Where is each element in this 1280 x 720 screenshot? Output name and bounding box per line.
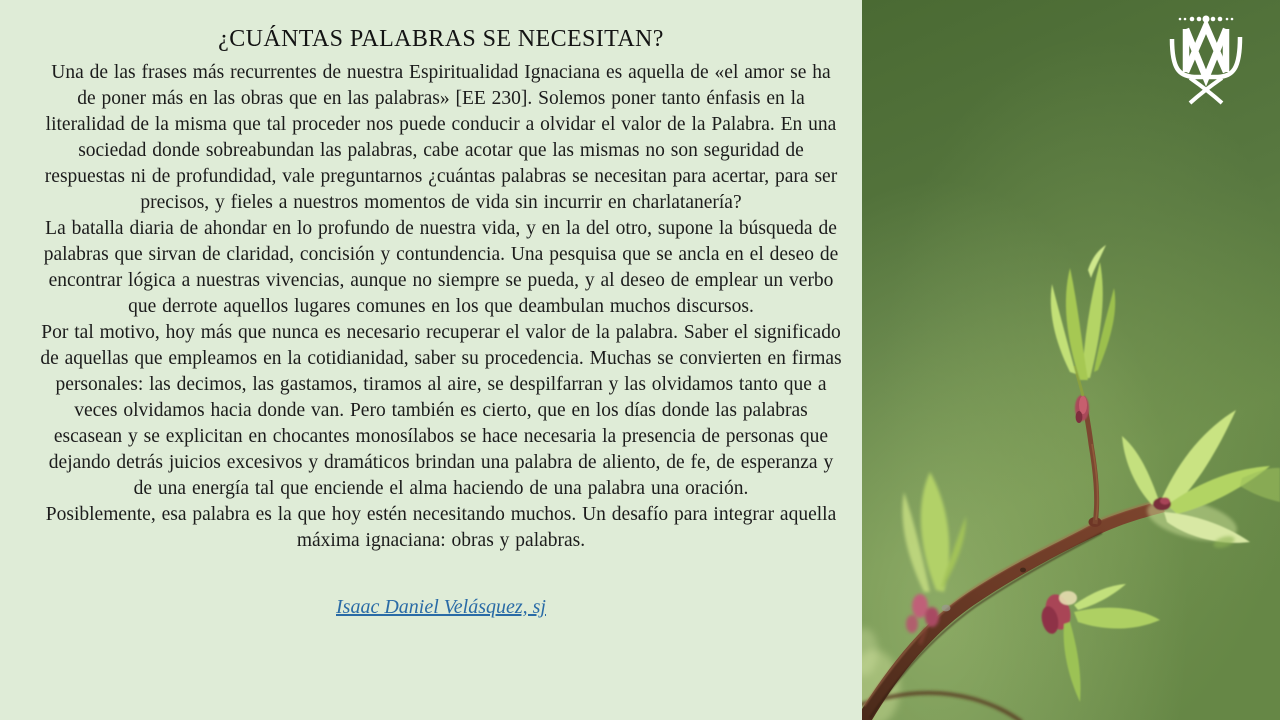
paragraph-4: Posiblemente, esa palabra es la que hoy estén necesitando muchos. Un desafío para integrar aquella máxima ignaciana: obras y palabras.: [45, 504, 837, 551]
marian-monogram-logo: [1154, 12, 1258, 118]
author-signature-link[interactable]: Isaac Daniel Velásquez, sj: [336, 596, 546, 618]
page-title: ¿CUÁNTAS PALABRAS SE NECESITAN?: [218, 26, 664, 52]
paragraph-3: Por tal motivo, hoy más que nunca es necesario recuperar el valor de la palabra. Saber el significado de aquellas que empleamos en la cotidianidad, saber su procedencia. Muchas se convierten en firmas personales: las decimos, las gastamos, tiramos al aire, se despilfarran y las olvidamos tanto que a veces olvidamos hacia donde van. Pero también es cierto, que en los días donde las palabras escasean y se explicitan en chocantes monosílabos se hace necesaria la presencia de personas que dejando detrás juicios excesivos y dramáticos brindan una palabra de aliento, de fe, de esperanza y de una energía tal que enciende el alma haciendo de una palabra una oración.: [40, 322, 842, 499]
signature-row: [40, 596, 842, 619]
paragraph-1: Una de las frases más recurrentes de nuestra Espiritualidad Ignaciana es aquella de «el amor se ha de poner más en las obras que en las palabras» [EE 230]. Solemos poner tanto énfasis en la literalidad de la misma que tal proceder nos puede conducir a olvidar el valor de la Palabra. En una sociedad donde sobreabundan las palabras, cabe acotar que las mismas no son seguridad de respuestas ni de profundidad, vale preguntarnos ¿cuántas palabras se necesitan para acertar, para ser precisos, y fieles a nuestros momentos de vida sin incurrir en charlatanería?: [44, 62, 838, 213]
body-text: [40, 60, 842, 554]
marian-monogram-icon: [1154, 12, 1258, 118]
paragraph-2: La batalla diaria de ahondar en lo profundo de nuestra vida, y en la del otro, supone la búsqueda de palabras que sirvan de claridad, concisión y contundencia. Una pesquisa que se ancla en el deseo de encontrar lógica a nuestras vivencias, aunque no siempre se pueda, y al deseo de emplear un verbo que derrote aquellos lugares comunes en los que deambulan muchos discursos.: [43, 218, 839, 317]
spring-branch-photo: [862, 0, 1280, 720]
logo-monogram: [1172, 26, 1240, 103]
